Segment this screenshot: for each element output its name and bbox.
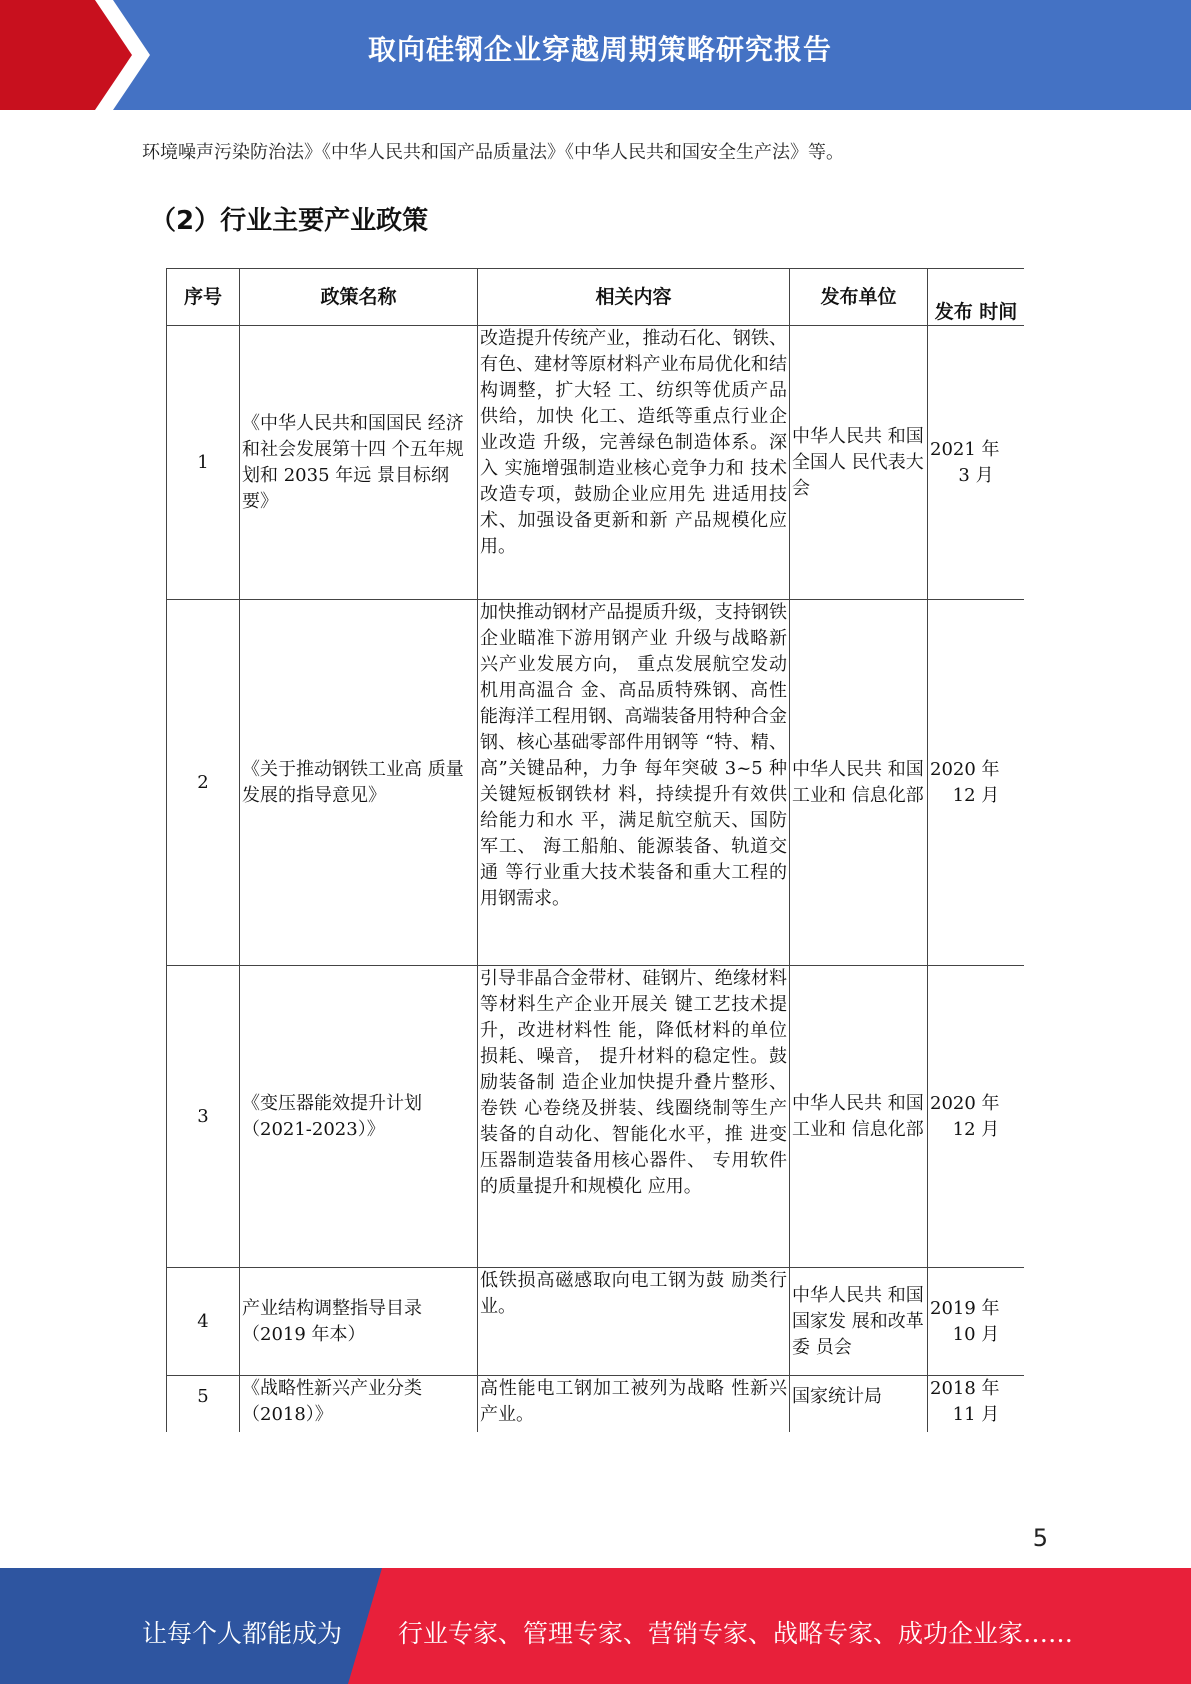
row-date-year: 2021 年 (930, 438, 1000, 460)
section-title: （2）行业主要产业政策 (150, 206, 429, 236)
row-date (928, 966, 1025, 1268)
row-date (928, 326, 1025, 600)
header-content: 相关内容 (478, 269, 790, 326)
row-content: 引导非晶合金带材、硅钢片、绝缘材料等材料生产企业开展关 键工艺技术提升，改进材料性 能，降低材料的单位损耗、噪音， 提升材料的稳定性。鼓励装备制 造企业加快提升叠片整形、卷铁 心卷绕及拼装、线圈绕制等生产 装备的自动化、智能化水平，推 进变压器制造装备用核心器件、 专用软件的质量提升和规模化 应用。 (478, 966, 790, 1268)
row-date-year: 2018 年 (930, 1378, 1000, 1399)
row-date (928, 600, 1025, 966)
page-number: 5 (1032, 1524, 1048, 1552)
row-date-year: 2020 年 (930, 1092, 1000, 1114)
row-content: 加快推动钢材产品提质升级，支持钢铁企业瞄准下游用钢产业 升级与战略新兴产业发展方向， 重点发展航空发动机用高温合 金、高品质特殊钢、高性能海洋工程用钢、高端装备用特种合金 钢、核心基础零部件用钢等 “特、精、高”关键品种，力争 每年突破 3~5 种关键短板钢铁材 料，持续提升有效供给能力和水 平，满足航空航天、国防军工、 海工船舶、能源装备、轨道交通 等行业重大技术装备和重大工程的用钢需求。 (478, 600, 790, 966)
row-issuer: 中华人民共 和国国家发 展和改革委 员会 (790, 1268, 928, 1376)
policy-table-container (166, 268, 1024, 1432)
row-index: 3 (167, 966, 240, 1268)
row-issuer: 中华人民共 和国工业和 信息化部 (790, 600, 928, 966)
table-row (167, 966, 1025, 1268)
row-issuer: 国家统计局 (790, 1376, 928, 1433)
header-date: 发布 时间 (928, 269, 1025, 326)
policy-table (166, 268, 1024, 1432)
row-index: 1 (167, 326, 240, 600)
report-title: 取向硅钢企业穿越周期策略研究报告 (368, 33, 833, 66)
row-content: 高性能电工钢加工被列为战略 性新兴产业。 (478, 1376, 790, 1433)
row-date-year: 2019 年 (930, 1297, 1000, 1319)
footer-slogan-left: 让每个人都能成为 (142, 1619, 343, 1648)
row-date-month: 10 月 (952, 1323, 1000, 1345)
row-date-month: 12 月 (952, 1118, 1000, 1140)
row-issuer: 中华人民共 和国全国人 民代表大会 (790, 326, 928, 600)
row-date-month: 11 月 (952, 1404, 1000, 1425)
row-index: 2 (167, 600, 240, 966)
row-date (928, 1268, 1025, 1376)
header-index: 序号 (167, 269, 240, 326)
row-policy-name: 《关于推动钢铁工业高 质量发展的指导意见》 (240, 600, 478, 966)
row-date (928, 1376, 1025, 1433)
row-policy-name: 《中华人民共和国国民 经济和社会发展第十四 个五年规划和 2035 年远 景目标纲要》 (240, 326, 478, 600)
intro-text: 环境噪声污染防治法》《中华人民共和国产品质量法》《中华人民共和国安全生产法》等。 (142, 142, 844, 163)
row-date-month: 12 月 (952, 784, 1000, 806)
table-row (167, 1268, 1025, 1376)
row-policy-name: 产业结构调整指导目录（2019 年本） (240, 1268, 478, 1376)
row-date-year: 2020 年 (930, 758, 1000, 780)
header-policy-name: 政策名称 (240, 269, 478, 326)
table-row (167, 326, 1025, 600)
footer-slogan-right: 行业专家、管理专家、营销专家、战略专家、成功企业家…… (398, 1619, 1074, 1648)
header-issuer: 发布单位 (790, 269, 928, 326)
table-row (167, 1376, 1025, 1433)
row-index: 4 (167, 1268, 240, 1376)
row-policy-name: 《战略性新兴产业分类（2018）》 (240, 1376, 478, 1433)
row-issuer: 中华人民共 和国工业和 信息化部 (790, 966, 928, 1268)
table-row (167, 600, 1025, 966)
row-content: 改造提升传统产业，推动石化、钢铁、有色、建材等原材料产业布局优化和结构调整，扩大轻 工、纺织等优质产品供给，加快 化工、造纸等重点行业企业改造 升级，完善绿色制造体系。深入 实施增强制造业核心竞争力和 技术改造专项，鼓励企业应用先 进适用技术、加强设备更新和新 产品规模化应用。 (478, 326, 790, 600)
row-policy-name: 《变压器能效提升计划（2021-2023）》 (240, 966, 478, 1268)
row-date-month: 3 月 (958, 464, 994, 486)
row-content: 低铁损高磁感取向电工钢为鼓 励类行业。 (478, 1268, 790, 1376)
table-header-row (167, 269, 1025, 326)
row-index: 5 (167, 1376, 240, 1433)
page-header (0, 0, 1191, 110)
